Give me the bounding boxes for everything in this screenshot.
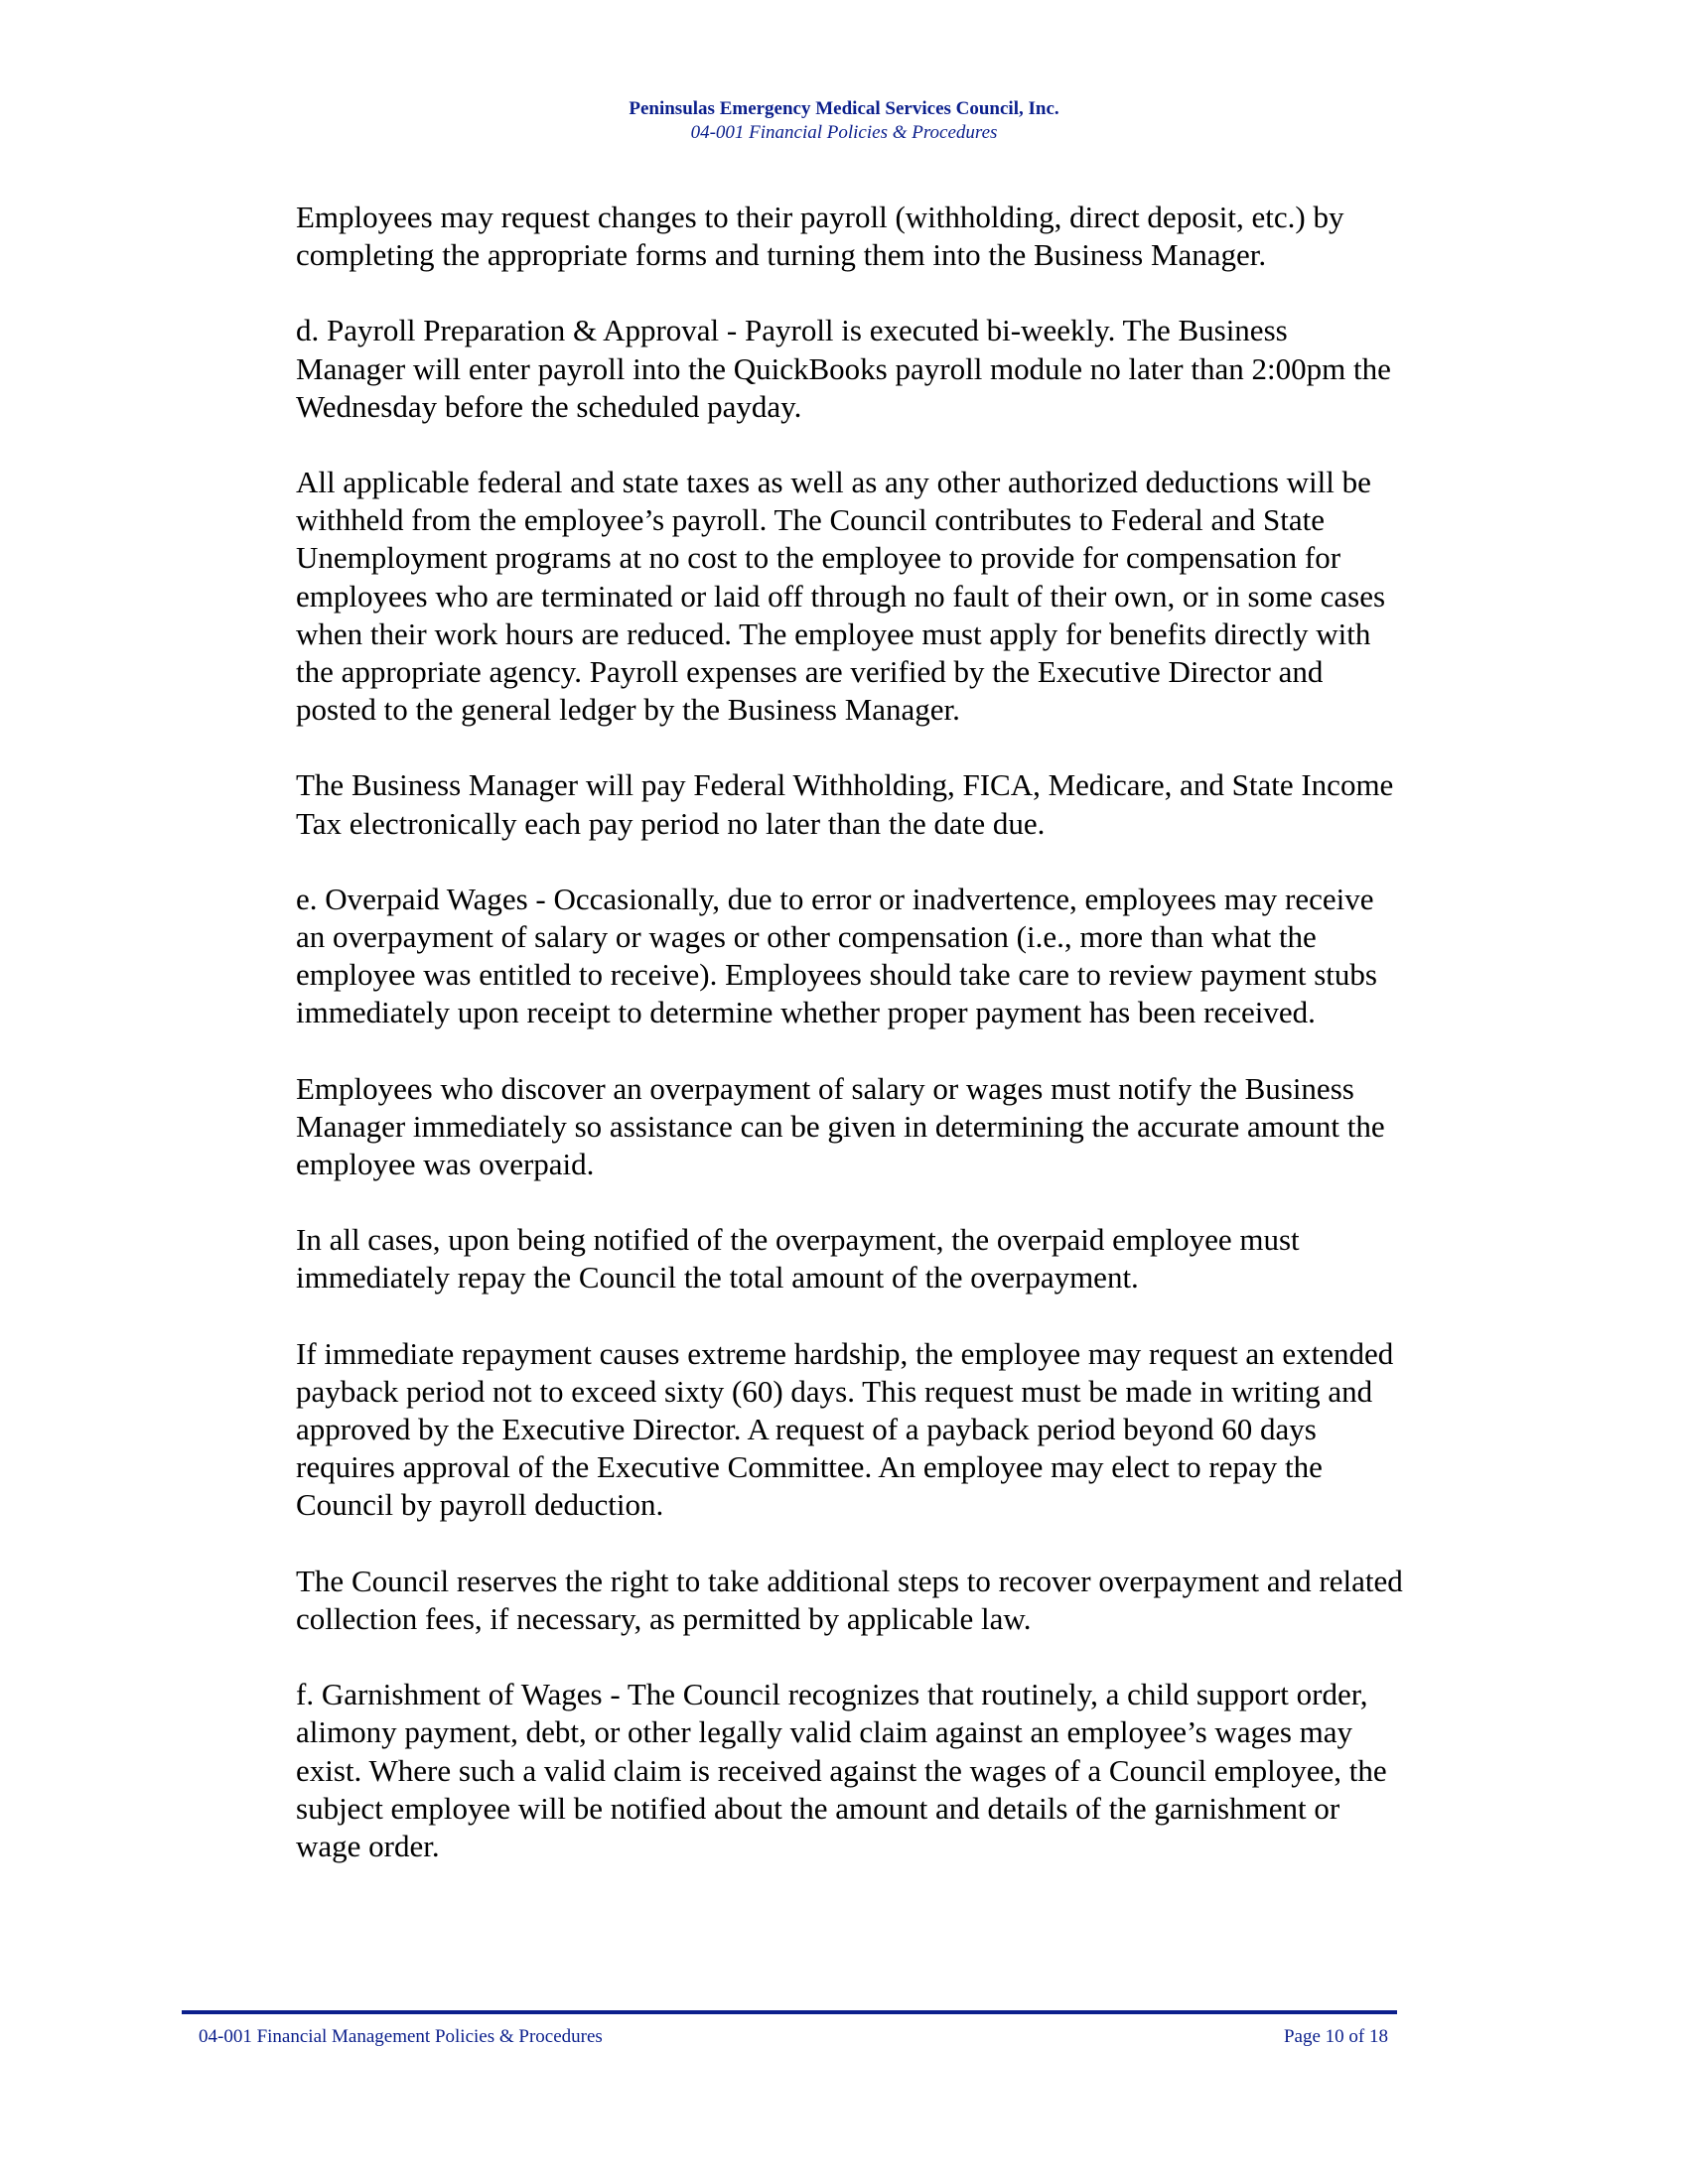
text-line: collection fees, if necessary, as permitted by applicable law. <box>296 1600 1032 1636</box>
text-line: Manager will enter payroll into the QuickBooks payroll module no later than 2:00pm the <box>296 350 1391 386</box>
paragraph-payroll-changes <box>296 199 1497 274</box>
text-line: Unemployment programs at no cost to the employee to provide for compensation for <box>296 540 1341 576</box>
page-header <box>0 97 1688 145</box>
text-line: If immediate repayment causes extreme hardship, the employee may request an extended <box>296 1335 1394 1371</box>
text-line: payback period not to exceed sixty (60) days. This request must be made in writing and <box>296 1373 1373 1409</box>
text-line: Manager immediately so assistance can be given in determining the accurate amount the <box>296 1108 1385 1144</box>
paragraph-tax-payments <box>296 766 1497 842</box>
paragraph-recovery-rights <box>296 1563 1497 1638</box>
paragraph-garnishment <box>296 1676 1497 1865</box>
footer-document-title: 04-001 Financial Management Policies & Procedures <box>199 2026 603 2047</box>
text-line: alimony payment, debt, or other legally valid claim against an employee’s wages may <box>296 1714 1353 1750</box>
text-line: Wednesday before the scheduled payday. <box>296 388 802 424</box>
header-title: Peninsulas Emergency Medical Services Council, Inc. <box>629 98 1059 119</box>
text-line: All applicable federal and state taxes as well as any other authorized deductions will be <box>296 465 1371 500</box>
text-line: when their work hours are reduced. The employee must apply for benefits directly with <box>296 615 1371 651</box>
text-line: wage order. <box>296 1828 440 1863</box>
text-line: e. Overpaid Wages - Occasionally, due to error or inadvertence, employees may receive <box>296 881 1374 916</box>
paragraph-payroll-preparation <box>296 312 1497 426</box>
footer-page-number: Page 10 of 18 <box>1283 2026 1388 2047</box>
text-line: approved by the Executive Director. A request of a payback period beyond 60 days <box>296 1412 1317 1447</box>
text-line: employee was overpaid. <box>296 1147 595 1182</box>
document-body <box>296 199 1497 1903</box>
text-line: withheld from the employee’s payroll. The Council contributes to Federal and State <box>296 502 1325 538</box>
paragraph-repay-overpayment <box>296 1221 1497 1297</box>
text-line: employee was entitled to receive). Employees should take care to review payment stubs <box>296 957 1377 993</box>
text-line: subject employee will be notified about the amount and details of the garnishment or <box>296 1790 1340 1826</box>
paragraph-extended-payback <box>296 1335 1497 1525</box>
text-line: d. Payroll Preparation & Approval - Payroll is executed bi-weekly. The Business <box>296 313 1288 348</box>
header-subtitle: 04-001 Financial Policies & Procedures <box>690 122 998 143</box>
text-line: immediately upon receipt to determine whether proper payment has been received. <box>296 995 1316 1030</box>
text-line: Employees who discover an overpayment of salary or wages must notify the Business <box>296 1070 1354 1106</box>
text-line: immediately repay the Council the total amount of the overpayment. <box>296 1260 1139 1296</box>
paragraph-overpaid-wages <box>296 881 1497 1032</box>
text-line: Tax electronically each pay period no later than the date due. <box>296 805 1046 841</box>
footer-divider <box>182 2010 1397 2014</box>
text-line: The Business Manager will pay Federal Withholding, FICA, Medicare, and State Income <box>296 767 1394 803</box>
text-line: The Council reserves the right to take additional steps to recover overpayment and related <box>296 1563 1403 1598</box>
text-line: Council by payroll deduction. <box>296 1487 664 1523</box>
text-line: the appropriate agency. Payroll expenses are verified by the Executive Director and <box>296 654 1324 690</box>
text-line: requires approval of the Executive Committee. An employee may elect to repay the <box>296 1449 1323 1485</box>
text-line: completing the appropriate forms and turning them into the Business Manager. <box>296 237 1267 273</box>
text-line: posted to the general ledger by the Business Manager. <box>296 692 960 728</box>
text-line: In all cases, upon being notified of the overpayment, the overpaid employee must <box>296 1222 1300 1258</box>
text-line: exist. Where such a valid claim is received against the wages of a Council employee, the <box>296 1752 1387 1788</box>
paragraph-taxes-deductions <box>296 464 1497 729</box>
text-line: an overpayment of salary or wages or other compensation (i.e., more than what the <box>296 919 1317 955</box>
text-line: employees who are terminated or laid off through no fault of their own, or in some cases <box>296 578 1386 614</box>
text-line: f. Garnishment of Wages - The Council recognizes that routinely, a child support order, <box>296 1677 1368 1712</box>
text-line: Employees may request changes to their payroll (withholding, direct deposit, etc.) by <box>296 200 1344 234</box>
paragraph-notify-overpayment <box>296 1070 1497 1184</box>
